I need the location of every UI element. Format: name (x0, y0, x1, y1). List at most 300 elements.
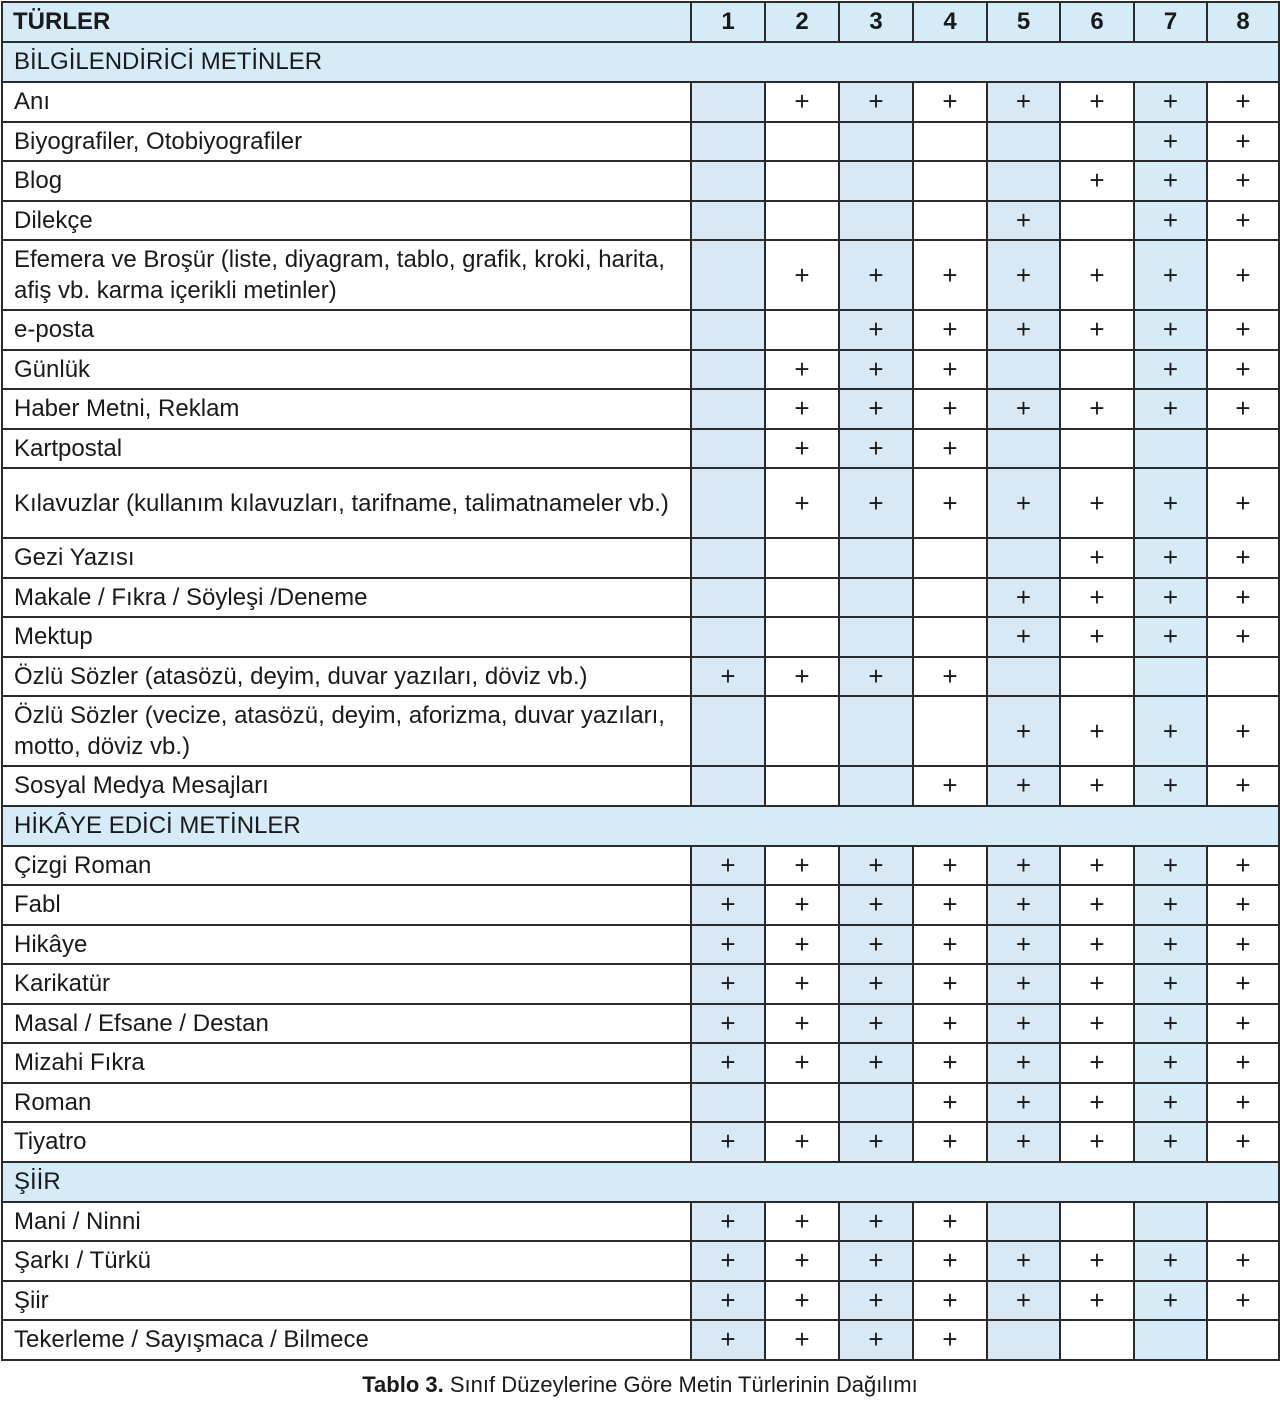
grade-3-cell (839, 1281, 913, 1321)
grade-1-cell (691, 82, 765, 122)
plus-mark-icon: + (1162, 259, 1179, 290)
grade-5-cell (987, 538, 1060, 578)
plus-mark-icon: + (1162, 1245, 1179, 1276)
plus-mark-icon: + (794, 353, 810, 384)
grade-8-cell (1207, 1281, 1279, 1321)
grade-7-cell (1134, 846, 1207, 886)
grade-3-cell (839, 538, 913, 578)
grade-5-cell (987, 161, 1060, 201)
text-type-name: Sosyal Medya Mesajları (2, 766, 691, 806)
grade-5-cell (987, 657, 1060, 697)
grade-8-cell (1207, 310, 1279, 350)
plus-mark-icon: + (1235, 581, 1251, 612)
plus-mark-icon: + (1162, 125, 1179, 156)
plus-mark-icon: + (720, 1245, 736, 1276)
grade-3-cell (839, 82, 913, 122)
plus-mark-icon: + (868, 1007, 884, 1038)
grade-2-cell (765, 310, 839, 350)
grade-1-cell (691, 389, 765, 429)
grade-7-cell (1134, 1281, 1207, 1321)
grade-8-cell (1207, 696, 1279, 766)
grade-2-cell (765, 240, 839, 310)
plus-mark-icon: + (868, 314, 884, 345)
grade-2-cell (765, 161, 839, 201)
grade-8-cell (1207, 468, 1279, 538)
text-type-name: Mizahi Fıkra (2, 1043, 691, 1083)
grade-4-cell (913, 696, 987, 766)
grade-5-cell (987, 1122, 1060, 1162)
plus-mark-icon: + (1162, 928, 1179, 959)
grade-8-cell (1207, 350, 1279, 390)
grade-3-cell (839, 122, 913, 162)
plus-mark-icon: + (1162, 1126, 1179, 1157)
plus-mark-icon: + (1235, 165, 1251, 196)
grade-7-cell (1134, 1122, 1207, 1162)
table-row (2, 240, 1279, 310)
plus-mark-icon: + (1089, 1086, 1105, 1117)
grade-6-cell (1060, 468, 1134, 538)
grade-5-cell (987, 846, 1060, 886)
plus-mark-icon: + (794, 259, 810, 290)
plus-mark-icon: + (794, 86, 810, 117)
grade-1-cell (691, 161, 765, 201)
plus-mark-icon: + (1089, 581, 1105, 612)
grade-3-cell (839, 1202, 913, 1242)
grade-3-cell (839, 925, 913, 965)
plus-mark-icon: + (720, 1007, 736, 1038)
grade-2-cell (765, 468, 839, 538)
grade-2-cell (765, 1122, 839, 1162)
table-row (2, 310, 1279, 350)
plus-mark-icon: + (1162, 353, 1179, 384)
table-row (2, 1043, 1279, 1083)
plus-mark-icon: + (868, 1324, 884, 1355)
grade-7-cell (1134, 82, 1207, 122)
grade-1-cell (691, 885, 765, 925)
grade-6-cell (1060, 964, 1134, 1004)
plus-mark-icon: + (1089, 1126, 1105, 1157)
plus-mark-icon: + (942, 1047, 958, 1078)
plus-mark-icon: + (1235, 889, 1251, 920)
grade-8-cell (1207, 389, 1279, 429)
grade-2-cell (765, 201, 839, 241)
plus-mark-icon: + (1162, 849, 1179, 880)
plus-mark-icon: + (1089, 968, 1105, 999)
grade-1-cell (691, 429, 765, 469)
grade-1-cell (691, 1320, 765, 1360)
plus-mark-icon: + (1015, 1086, 1032, 1117)
text-type-name: e-posta (2, 310, 691, 350)
plus-mark-icon: + (942, 928, 958, 959)
plus-mark-icon: + (1162, 314, 1179, 345)
grade-5-cell (987, 310, 1060, 350)
grade-7-cell (1134, 161, 1207, 201)
plus-mark-icon: + (1089, 1245, 1105, 1276)
table-row (2, 201, 1279, 241)
grade-7-cell (1134, 1202, 1207, 1242)
grade-6-cell (1060, 1043, 1134, 1083)
grade-8-cell (1207, 1083, 1279, 1123)
plus-mark-icon: + (1089, 165, 1105, 196)
grade-8-cell (1207, 925, 1279, 965)
plus-mark-icon: + (1089, 487, 1105, 518)
grade-2-cell (765, 429, 839, 469)
table-row (2, 161, 1279, 201)
plus-mark-icon: + (720, 1205, 736, 1236)
plus-mark-icon: + (1015, 1126, 1032, 1157)
plus-mark-icon: + (720, 889, 736, 920)
plus-mark-icon: + (868, 928, 884, 959)
plus-mark-icon: + (1162, 393, 1179, 424)
grade-5-cell (987, 1202, 1060, 1242)
grade-8-cell (1207, 82, 1279, 122)
text-type-name: Şarkı / Türkü (2, 1241, 691, 1281)
plus-mark-icon: + (942, 1324, 958, 1355)
grade-8-cell (1207, 578, 1279, 618)
plus-mark-icon: + (1162, 715, 1179, 746)
grade-3-cell (839, 1320, 913, 1360)
plus-mark-icon: + (720, 1126, 736, 1157)
grade-4-cell (913, 201, 987, 241)
plus-mark-icon: + (942, 1007, 958, 1038)
plus-mark-icon: + (1235, 487, 1251, 518)
text-type-name: Biyografiler, Otobiyografiler (2, 122, 691, 162)
caption-text: Sınıf Düzeylerine Göre Metin Türlerinin Dağılımı (443, 1372, 918, 1397)
plus-mark-icon: + (1162, 487, 1179, 518)
column-header-grade-3: 3 (839, 2, 913, 42)
grade-3-cell (839, 578, 913, 618)
plus-mark-icon: + (1089, 928, 1105, 959)
grade-2-cell (765, 1004, 839, 1044)
grade-4-cell (913, 310, 987, 350)
plus-mark-icon: + (1235, 393, 1251, 424)
grade-7-cell (1134, 964, 1207, 1004)
plus-mark-icon: + (1015, 259, 1032, 290)
text-types-table (1, 1, 1280, 1361)
grade-5-cell (987, 350, 1060, 390)
plus-mark-icon: + (1162, 1047, 1179, 1078)
plus-mark-icon: + (1235, 770, 1251, 801)
table-row (2, 1320, 1279, 1360)
grade-1-cell (691, 1122, 765, 1162)
section-header-row (2, 1162, 1279, 1202)
grade-7-cell (1134, 1083, 1207, 1123)
grade-5-cell (987, 82, 1060, 122)
grade-1-cell (691, 766, 765, 806)
grade-6-cell (1060, 161, 1134, 201)
plus-mark-icon: + (868, 353, 884, 384)
section-header-row (2, 42, 1279, 82)
grade-5-cell (987, 429, 1060, 469)
grade-6-cell (1060, 1004, 1134, 1044)
table-row (2, 578, 1279, 618)
grade-6-cell (1060, 538, 1134, 578)
plus-mark-icon: + (1089, 1284, 1105, 1315)
grade-4-cell (913, 766, 987, 806)
grade-4-cell (913, 1281, 987, 1321)
grade-3-cell (839, 389, 913, 429)
plus-mark-icon: + (942, 1086, 958, 1117)
text-type-name: Günlük (2, 350, 691, 390)
plus-mark-icon: + (942, 86, 958, 117)
grade-7-cell (1134, 1004, 1207, 1044)
plus-mark-icon: + (942, 968, 958, 999)
grade-8-cell (1207, 1202, 1279, 1242)
grade-6-cell (1060, 885, 1134, 925)
grade-2-cell (765, 696, 839, 766)
plus-mark-icon: + (1235, 125, 1251, 156)
text-type-name: Haber Metni, Reklam (2, 389, 691, 429)
table-row (2, 1241, 1279, 1281)
plus-mark-icon: + (942, 314, 958, 345)
plus-mark-icon: + (1235, 621, 1251, 652)
text-type-name: Dilekçe (2, 201, 691, 241)
grade-8-cell (1207, 766, 1279, 806)
grade-8-cell (1207, 617, 1279, 657)
plus-mark-icon: + (1162, 968, 1179, 999)
plus-mark-icon: + (794, 1007, 810, 1038)
plus-mark-icon: + (1015, 715, 1032, 746)
grade-3-cell (839, 161, 913, 201)
plus-mark-icon: + (1235, 1007, 1251, 1038)
grade-6-cell (1060, 429, 1134, 469)
grade-6-cell (1060, 925, 1134, 965)
grade-4-cell (913, 1004, 987, 1044)
grade-1-cell (691, 240, 765, 310)
table-row (2, 389, 1279, 429)
plus-mark-icon: + (942, 889, 958, 920)
plus-mark-icon: + (720, 1324, 736, 1355)
grade-4-cell (913, 429, 987, 469)
grade-8-cell (1207, 122, 1279, 162)
plus-mark-icon: + (868, 432, 884, 463)
grade-8-cell (1207, 538, 1279, 578)
grade-7-cell (1134, 617, 1207, 657)
text-type-name: Özlü Sözler (atasözü, deyim, duvar yazıları, döviz vb.) (2, 657, 691, 697)
grade-1-cell (691, 1241, 765, 1281)
table-row (2, 846, 1279, 886)
table-row (2, 657, 1279, 697)
grade-4-cell (913, 1202, 987, 1242)
grade-7-cell (1134, 240, 1207, 310)
text-type-name: Kartpostal (2, 429, 691, 469)
text-type-name: Çizgi Roman (2, 846, 691, 886)
grade-2-cell (765, 766, 839, 806)
plus-mark-icon: + (1089, 889, 1105, 920)
grade-5-cell (987, 1083, 1060, 1123)
grade-3-cell (839, 1083, 913, 1123)
grade-7-cell (1134, 310, 1207, 350)
text-type-name: Gezi Yazısı (2, 538, 691, 578)
grade-8-cell (1207, 964, 1279, 1004)
plus-mark-icon: + (1089, 393, 1105, 424)
grade-2-cell (765, 1202, 839, 1242)
section-title: BİLGİLENDİRİCİ METİNLER (2, 42, 1279, 82)
grade-7-cell (1134, 1241, 1207, 1281)
grade-7-cell (1134, 350, 1207, 390)
grade-6-cell (1060, 350, 1134, 390)
plus-mark-icon: + (868, 487, 884, 518)
grade-2-cell (765, 1320, 839, 1360)
text-type-name: Şiir (2, 1281, 691, 1321)
table-row (2, 1202, 1279, 1242)
grade-7-cell (1134, 1043, 1207, 1083)
grade-5-cell (987, 468, 1060, 538)
grade-4-cell (913, 389, 987, 429)
grade-6-cell (1060, 122, 1134, 162)
grade-8-cell (1207, 1004, 1279, 1044)
grade-4-cell (913, 1122, 987, 1162)
plus-mark-icon: + (1235, 715, 1251, 746)
grade-3-cell (839, 1122, 913, 1162)
header-row (2, 2, 1279, 42)
plus-mark-icon: + (868, 86, 884, 117)
plus-mark-icon: + (794, 1205, 810, 1236)
plus-mark-icon: + (942, 1126, 958, 1157)
plus-mark-icon: + (868, 968, 884, 999)
grade-8-cell (1207, 1122, 1279, 1162)
plus-mark-icon: + (942, 432, 958, 463)
table-row (2, 1004, 1279, 1044)
grade-7-cell (1134, 201, 1207, 241)
plus-mark-icon: + (1089, 715, 1105, 746)
grade-2-cell (765, 1043, 839, 1083)
column-header-grade-4: 4 (913, 2, 987, 42)
grade-4-cell (913, 1043, 987, 1083)
plus-mark-icon: + (1235, 542, 1251, 573)
text-type-name: Tiyatro (2, 1122, 691, 1162)
column-header-grade-6: 6 (1060, 2, 1134, 42)
grade-6-cell (1060, 657, 1134, 697)
plus-mark-icon: + (1089, 259, 1105, 290)
grade-7-cell (1134, 538, 1207, 578)
grade-3-cell (839, 846, 913, 886)
text-type-name: Masal / Efsane / Destan (2, 1004, 691, 1044)
table-row (2, 964, 1279, 1004)
grade-6-cell (1060, 310, 1134, 350)
grade-8-cell (1207, 1320, 1279, 1360)
grade-5-cell (987, 964, 1060, 1004)
plus-mark-icon: + (868, 660, 884, 691)
plus-mark-icon: + (1015, 314, 1032, 345)
plus-mark-icon: + (868, 889, 884, 920)
grade-5-cell (987, 578, 1060, 618)
grade-8-cell (1207, 1241, 1279, 1281)
grade-6-cell (1060, 240, 1134, 310)
plus-mark-icon: + (942, 353, 958, 384)
plus-mark-icon: + (720, 1047, 736, 1078)
grade-3-cell (839, 240, 913, 310)
grade-3-cell (839, 617, 913, 657)
plus-mark-icon: + (794, 432, 810, 463)
grade-7-cell (1134, 657, 1207, 697)
plus-mark-icon: + (1015, 928, 1032, 959)
plus-mark-icon: + (794, 928, 810, 959)
grade-8-cell (1207, 657, 1279, 697)
table-caption (0, 1372, 1280, 1398)
plus-mark-icon: + (1015, 621, 1032, 652)
plus-mark-icon: + (1235, 1086, 1251, 1117)
plus-mark-icon: + (794, 1126, 810, 1157)
grade-2-cell (765, 389, 839, 429)
grade-8-cell (1207, 161, 1279, 201)
plus-mark-icon: + (1162, 86, 1179, 117)
plus-mark-icon: + (1015, 393, 1032, 424)
plus-mark-icon: + (868, 393, 884, 424)
column-header-grade-2: 2 (765, 2, 839, 42)
grade-7-cell (1134, 468, 1207, 538)
grade-4-cell (913, 925, 987, 965)
plus-mark-icon: + (1235, 1245, 1251, 1276)
plus-mark-icon: + (794, 849, 810, 880)
text-type-name: Mani / Ninni (2, 1202, 691, 1242)
plus-mark-icon: + (1015, 1047, 1032, 1078)
grade-2-cell (765, 350, 839, 390)
grade-6-cell (1060, 1241, 1134, 1281)
plus-mark-icon: + (1089, 314, 1105, 345)
column-header-grade-7: 7 (1134, 2, 1207, 42)
plus-mark-icon: + (794, 968, 810, 999)
grade-7-cell (1134, 1320, 1207, 1360)
text-type-name: Mektup (2, 617, 691, 657)
plus-mark-icon: + (868, 1047, 884, 1078)
plus-mark-icon: + (1235, 314, 1251, 345)
table-row (2, 696, 1279, 766)
plus-mark-icon: + (1015, 1284, 1032, 1315)
column-header-grade-8: 8 (1207, 2, 1279, 42)
plus-mark-icon: + (794, 1284, 810, 1315)
plus-mark-icon: + (942, 849, 958, 880)
text-type-name: Anı (2, 82, 691, 122)
grade-2-cell (765, 82, 839, 122)
grade-4-cell (913, 350, 987, 390)
plus-mark-icon: + (942, 487, 958, 518)
grade-8-cell (1207, 885, 1279, 925)
plus-mark-icon: + (720, 1284, 736, 1315)
grade-3-cell (839, 885, 913, 925)
grade-1-cell (691, 925, 765, 965)
grade-1-cell (691, 1281, 765, 1321)
table-row (2, 925, 1279, 965)
grade-5-cell (987, 1281, 1060, 1321)
grade-1-cell (691, 538, 765, 578)
grade-7-cell (1134, 389, 1207, 429)
grade-4-cell (913, 538, 987, 578)
grade-2-cell (765, 925, 839, 965)
plus-mark-icon: + (1162, 770, 1179, 801)
table-row (2, 1281, 1279, 1321)
grade-7-cell (1134, 696, 1207, 766)
grade-5-cell (987, 1320, 1060, 1360)
plus-mark-icon: + (868, 849, 884, 880)
plus-mark-icon: + (942, 1205, 958, 1236)
grade-6-cell (1060, 846, 1134, 886)
plus-mark-icon: + (1089, 542, 1105, 573)
grade-3-cell (839, 766, 913, 806)
column-header-types: TÜRLER (2, 2, 691, 42)
plus-mark-icon: + (1015, 86, 1032, 117)
section-title: HİKÂYE EDİCİ METİNLER (2, 806, 1279, 846)
text-type-name: Fabl (2, 885, 691, 925)
plus-mark-icon: + (868, 1284, 884, 1315)
grade-2-cell (765, 1083, 839, 1123)
plus-mark-icon: + (1162, 581, 1179, 612)
plus-mark-icon: + (1015, 849, 1032, 880)
grade-5-cell (987, 389, 1060, 429)
grade-6-cell (1060, 1202, 1134, 1242)
plus-mark-icon: + (794, 487, 810, 518)
text-type-name: Hikâye (2, 925, 691, 965)
